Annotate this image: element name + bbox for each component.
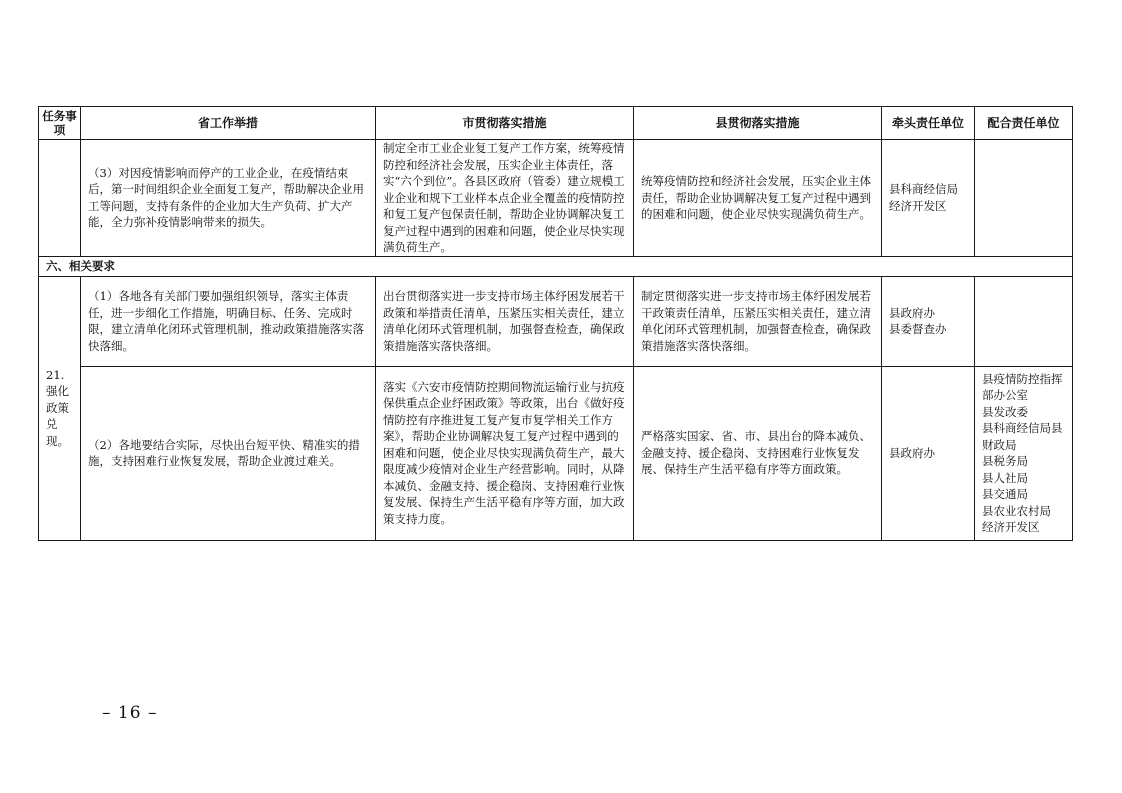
city-cell: 落实《六安市疫情防控期间物流运输行业与抗疫保供重点企业纾困政策》等政策，出台《做好疫情防控有序推进复工复产复市复学相关工作方案》，帮助企业协调解决复工复产过程中遇到的困难和问题，使企业尽快实现满负荷生产，最大限度减少疫情对企业生产经营影响。同时，从降本减负、金融支持、援企稳岗、支持困难行业恢复发展、保持生产生活平稳有序等方面，加大政策支持力度。 — [376, 366, 634, 540]
table-row-21-2 — [39, 366, 1073, 540]
city-cell: 制定全市工业企业复工复产工作方案，统筹疫情防控和经济社会发展，压实企业主体责任，落实“六个到位”。各县区政府（管委）建立规模工业企业和规下工业样本点企业全覆盖的疫情防控和复工复产包保责任制，帮助企业协调解决复工复产过程中遇到的困难和问题，使企业尽快实现满负荷生产。 — [376, 140, 634, 257]
city-cell: 出台贯彻落实进一步支持市场主体纾困发展若干政策和举措责任清单，压紧压实相关责任，建立清单化闭环式管理机制，加强督查检查，确保政策措施落实落快落细。 — [376, 276, 634, 366]
support-unit-cell — [975, 276, 1073, 366]
header-support-unit: 配合责任单位 — [975, 107, 1073, 140]
section-row — [39, 256, 1073, 276]
task-cell-empty — [39, 140, 81, 257]
province-cell: （1）各地各有关部门要加强组织领导，落实主体责任，进一步细化工作措施，明确目标、任务、完成时限，建立清单化闭环式管理机制，推动政策措施落实落快落细。 — [81, 276, 376, 366]
lead-unit-cell: 县政府办 县委督查办 — [882, 276, 975, 366]
lead-unit-cell: 县政府办 — [882, 366, 975, 540]
lead-unit-cell: 县科商经信局 经济开发区 — [882, 140, 975, 257]
county-cell: 统筹疫情防控和经济社会发展，压实企业主体责任，帮助企业协调解决复工复产过程中遇到的困难和问题，使企业尽快实现满负荷生产。 — [634, 140, 882, 257]
support-unit-cell — [975, 140, 1073, 257]
header-county-measures: 县贯彻落实措施 — [634, 107, 882, 140]
task-21-cell: 21. 强化政策兑现。 — [39, 276, 81, 540]
province-cell: （2）各地要结合实际，尽快出台短平快、精准实的措施，支持困难行业恢复发展，帮助企业渡过难关。 — [81, 366, 376, 540]
support-unit-cell: 县疫情防控指挥部办公室 县发改委 县科商经信局县财政局 县税务局 县人社局 县交通局 县农业农村局 经济开发区 — [975, 366, 1073, 540]
header-lead-unit: 牵头责任单位 — [882, 107, 975, 140]
page-number: – 16 – — [102, 703, 158, 723]
table-header-row — [39, 107, 1073, 140]
table-row-21-1 — [39, 276, 1073, 366]
county-cell: 制定贯彻落实进一步支持市场主体纾困发展若干政策责任清单，压紧压实相关责任，建立清单化闭环式管理机制，加强督查检查，确保政策措施落实落快落细。 — [634, 276, 882, 366]
header-province-measures: 省工作举措 — [81, 107, 376, 140]
table-row-continued — [39, 140, 1073, 257]
province-cell: （3）对因疫情影响而停产的工业企业，在疫情结束后，第一时间组织企业全面复工复产，帮助解决企业用工等问题，支持有条件的企业加大生产负荷、扩大产能，全力弥补疫情影响带来的损失。 — [81, 140, 376, 257]
header-task: 任务事项 — [39, 107, 81, 140]
county-cell: 严格落实国家、省、市、县出台的降本减负、金融支持、援企稳岗、支持困难行业恢复发展、保持生产生活平稳有序等方面政策。 — [634, 366, 882, 540]
policy-table — [38, 106, 1073, 541]
section-title: 六、相关要求 — [39, 256, 1073, 276]
header-city-measures: 市贯彻落实措施 — [376, 107, 634, 140]
